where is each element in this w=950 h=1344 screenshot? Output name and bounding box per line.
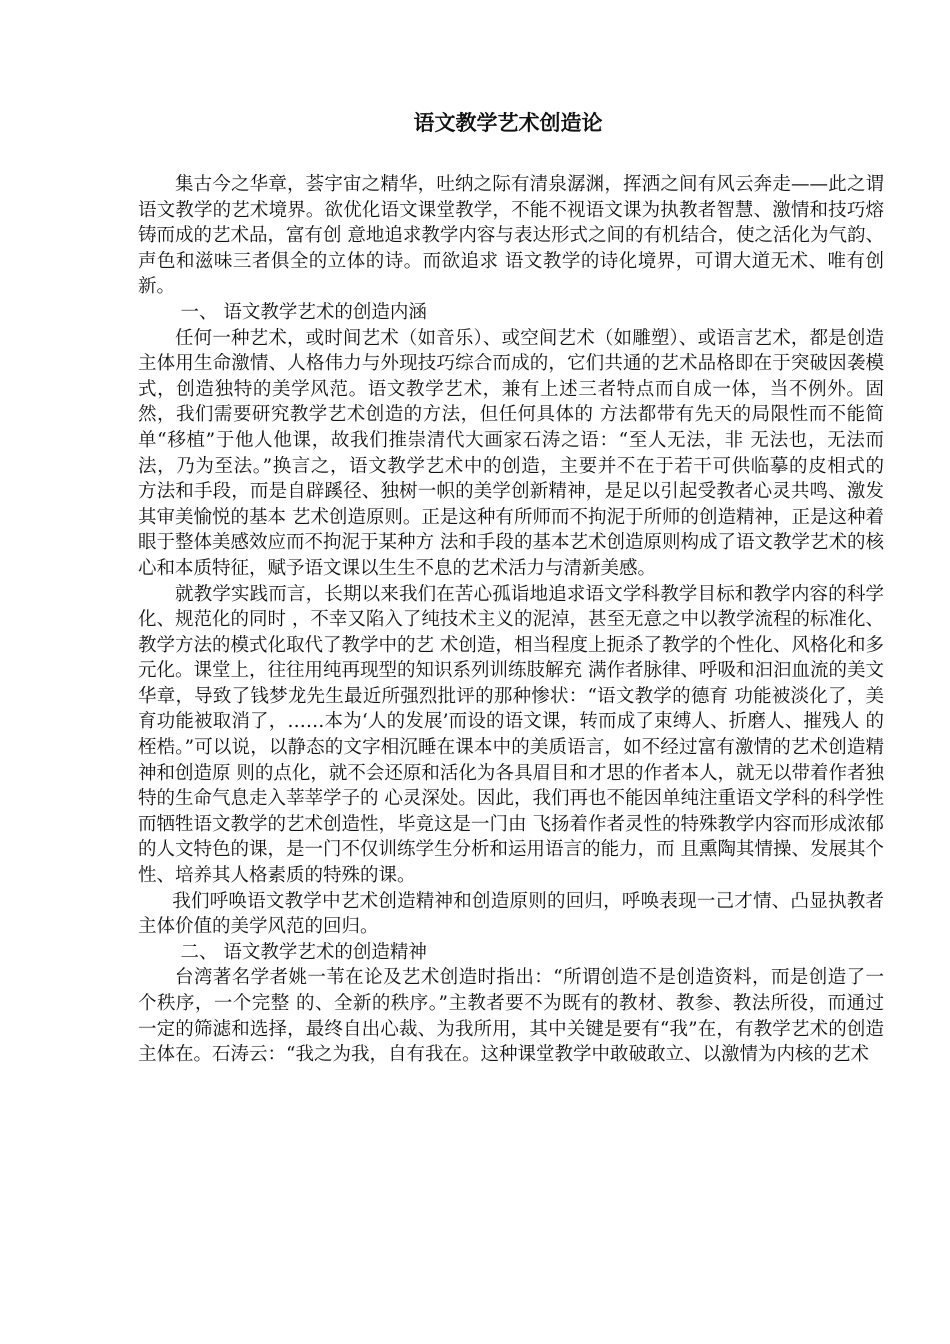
intro-paragraph: 集古今之华章，荟宇宙之精华，吐纳之际有清泉潺渊，挥洒之间有风云奔走——此之谓语文教学的艺术境界。欲优化语文课堂教学，不能不视语文课为执教者智慧、激情和技巧熔铸而成的艺术品，富有创 意地追求教学内容与表达形式之间的有机结合，使之活化为气韵、声色和滋味三者俱全的立体的诗。而欲追求 语文教学的诗化境界，可谓大道无术、唯有创新。 (138, 174, 884, 298)
section-heading-1: 一、 语文教学艺术的创造内涵 (180, 301, 427, 323)
document-body (138, 172, 884, 1068)
section1-paragraph-1: 任何一种艺术，或时间艺术（如音乐）、或空间艺术（如雕塑）、或语言艺术，都是创造主体用生命激情、人格伟力与外现技巧综合而成的，它们共通的艺术品格即在于突破因袭模式，创造独特的美学风范。语文教学艺术，兼有上述三者特点而自成一体，当不例外。固然，我们需要研究教学艺术创造的方法，但任何具体的 方法都带有先天的局限性而不能简单“移植”于他人他课，故我们推崇清代大画家石涛之语：“至人无法，非 无法也，无法而法，乃为至法。”换言之，语文教学艺术中的创造，主要并不在于若干可供临摹的皮相式的 方法和手段，而是自辟蹊径、独树一帜的美学创新精神，是足以引起受教者心灵共鸣、激发其审美愉悦的基本 艺术创造原则。正是这种有所师而不拘泥于所师的创造精神，正是这种着眼于整体美感效应而不拘泥于某种方 法和手段的基本艺术创造原则构成了语文教学艺术的核心和本质特征，赋予语文课以生生不息的艺术活力与清新美感。 (138, 327, 884, 579)
section1-paragraph-2: 就教学实践而言，长期以来我们在苦心孤诣地追求语文学科教学目标和教学内容的科学化、规范化的同时 ，不幸又陷入了纯技术主义的泥淖，甚至无意之中以教学流程的标准化、教学方法的模式化取代了教学中的艺 术创造，相当程度上扼杀了教学的个性化、风格化和多元化。课堂上，往往用纯再现型的知识系列训练肢解充 满作者脉律、呼吸和汩汩血流的美文华章，导致了钱梦龙先生最近所强烈批评的那种惨状：“语文教学的德育 功能被淡化了，美育功能被取消了，……本为‘人的发展’而设的语文课，转而成了束缚人、折磨人、摧残人 的桎梏。”可以说，以静态的文字相沉睡在课本中的美质语言，如不经过富有激情的艺术创造精神和创造原 则的点化，就不会还原和活化为各具眉目和才思的作者本人，就无以带着作者独特的生命气息走入莘莘学子的 心灵深处。因此，我们再也不能因单纯注重语文学科的科学性而牺牲语文教学的艺术创造性，毕竟这是一门由 飞扬着作者灵性的特殊教学内容而形成浓郁的人文特色的课，是一门不仅训练学生分析和运用语言的能力，而 且熏陶其情操、发展其个性、培养其人格素质的特殊的课。 (138, 583, 884, 887)
section2-paragraph-1: 台湾著名学者姚一苇在论及艺术创造时指出：“所谓创造不是创造资料，而是创造了一个秩序，一个完整 的、全新的秩序。”主教者要不为既有的教材、教参、教法所役，而通过一定的筛滤和选择，最终自出心裁、为我所用，其中关键是要有“我”在，有教学艺术的创造主体在。石涛云：“我之为我，自有我在。这种课堂教学中敢破敢立、以激情为内核的艺术 (138, 967, 884, 1066)
document-title: 语文教学艺术创造论 (413, 111, 603, 135)
section1-paragraph-3: 我们呼唤语文教学中艺术创造精神和创造原则的回归，呼唤表现一己才情、凸显执教者主体价值的美学风范的回归。 (138, 890, 884, 938)
section-heading-2: 二、 语文教学艺术的创造精神 (180, 941, 427, 963)
